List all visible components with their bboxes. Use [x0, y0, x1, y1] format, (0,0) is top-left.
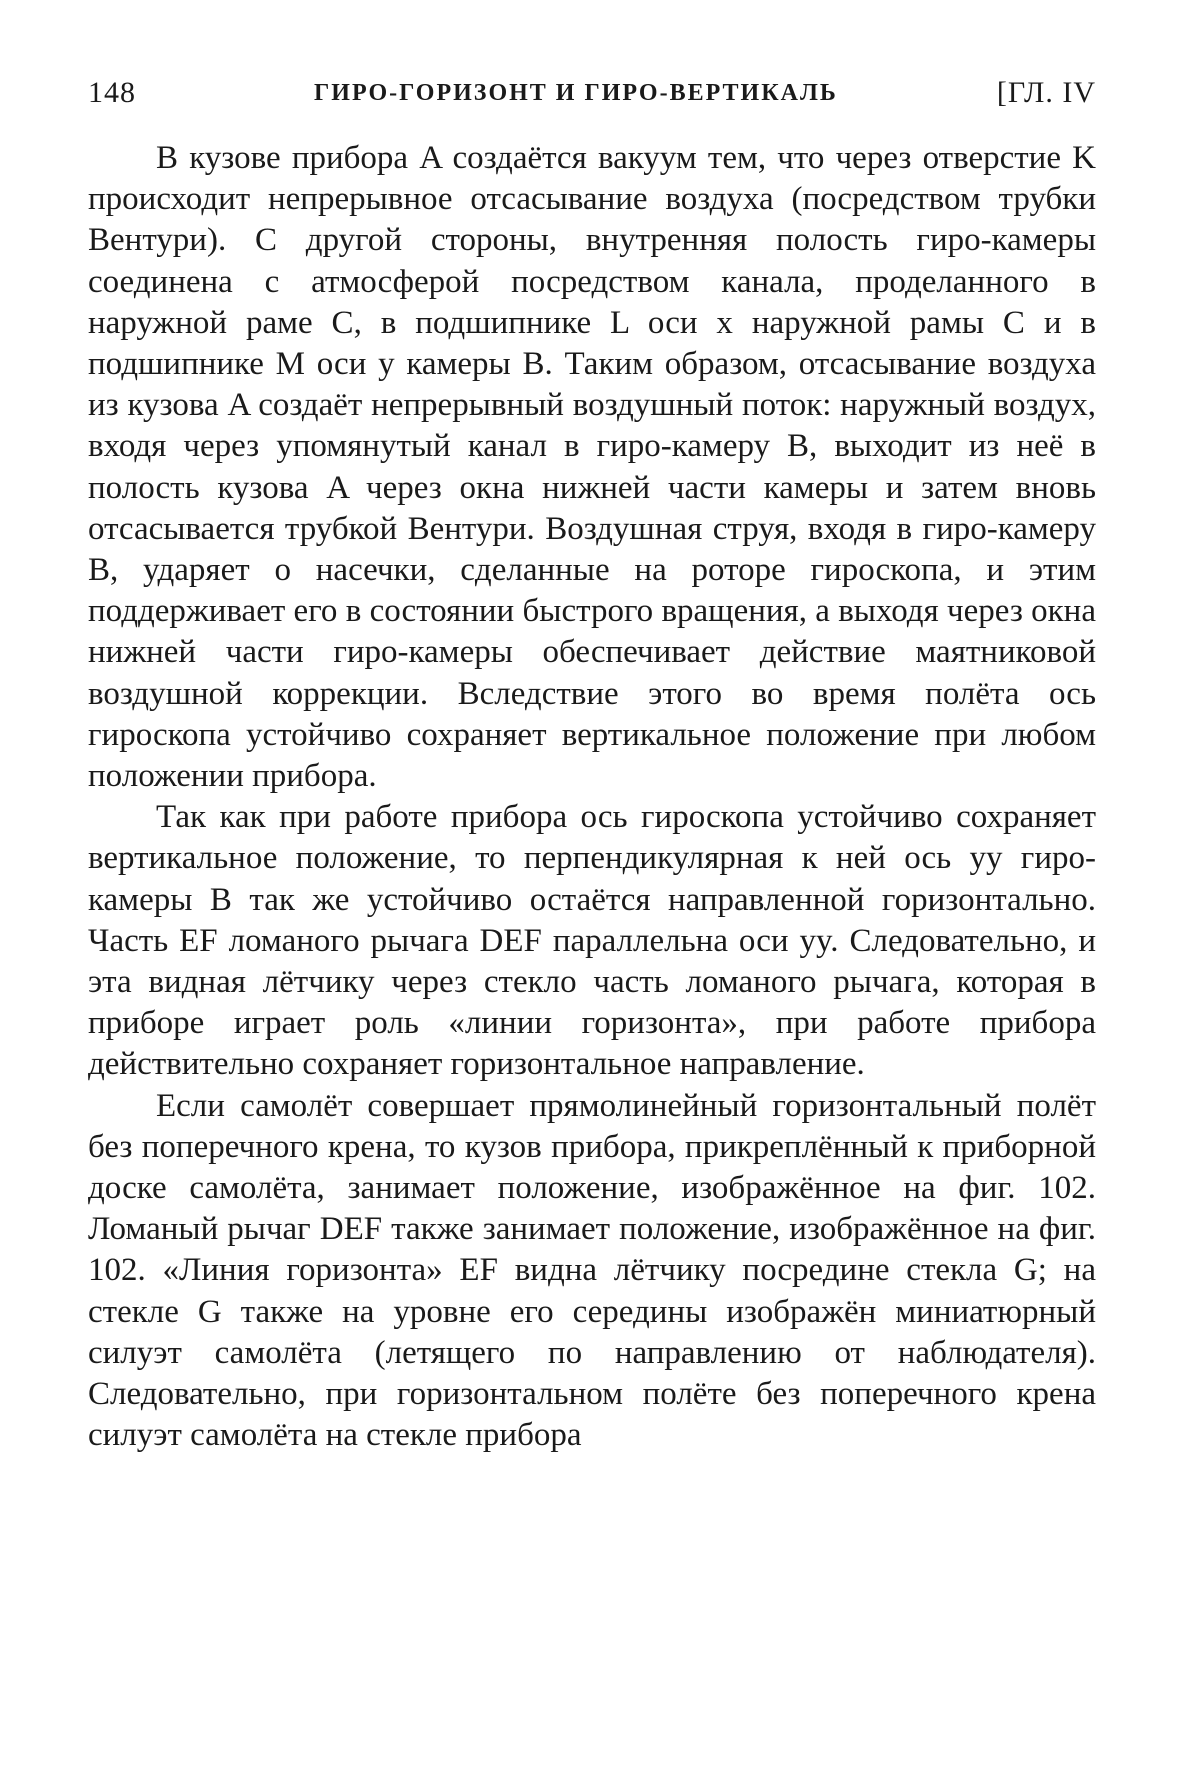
- page-number: 148: [88, 76, 136, 109]
- book-page: [88, 76, 1096, 1457]
- paragraph: В кузове прибора A создаётся вакуум тем, что через отверстие K происходит непрерывное отсасывание воздуха (посредством трубки Вентури). С другой стороны, внутренняя полость гиро-камеры соединена с атмосферой посредством канала, проделанного в наружной раме C, в подшипнике L оси x наружной рамы C и в подшипнике M оси y камеры B. Таким образом, отсасывание воздуха из кузова A создаёт непрерывный воздушный поток: наружный воздух, входя через упомянутый канал в гиро-камеру B, выходит из неё в полость кузова A через окна нижней части камеры и затем вновь отсасывается трубкой Вентури. Воздушная струя, входя в гиро-камеру B, ударяет о насечки, сделанные на роторе гироскопа, и этим поддерживает его в состоянии быстрого вращения, а выходя через окна нижней части гиро-камеры обеспечивает действие маятниковой воздушной коррекции. Вследствие этого во время полёта ось гироскопа устойчиво сохраняет вертикальное положение при любом положении прибора.: [88, 140, 1096, 795]
- paragraph: Так как при работе прибора ось гироскопа устойчиво сохраняет вертикальное положение, то перпендикулярная к ней ось yy гиро-камеры B так же устойчиво остаётся направленной горизонтально. Часть EF ломаного рычага DEF параллельна оси yy. Следовательно, и эта видная лётчику через стекло часть ломаного рычага, которая в приборе играет роль «линии горизонта», при работе прибора действительно сохраняет горизонтальное направление.: [88, 799, 1096, 1083]
- body-text: [88, 138, 1096, 1457]
- running-head: [88, 76, 1096, 126]
- paragraph: Если самолёт совершает прямолинейный горизонтальный полёт без поперечного крена, то кузов прибора, прикреплённый к приборной доске самолёта, занимает положение, изображённое на фиг. 102. Ломаный рычаг DEF также занимает положение, изображённое на фиг. 102. «Линия горизонта» EF видна лётчику посредине стекла G; на стекле G также на уровне его середины изображён миниатюрный силуэт самолёта (летящего по направлению от наблюдателя). Следовательно, при горизонтальном полёте без поперечного крена силуэт самолёта на стекле прибора: [88, 1087, 1096, 1454]
- chapter-reference: [ГЛ. IV: [996, 76, 1096, 109]
- running-title: ГИРО-ГОРИЗОНТ И ГИРО-ВЕРТИКАЛЬ: [314, 80, 838, 106]
